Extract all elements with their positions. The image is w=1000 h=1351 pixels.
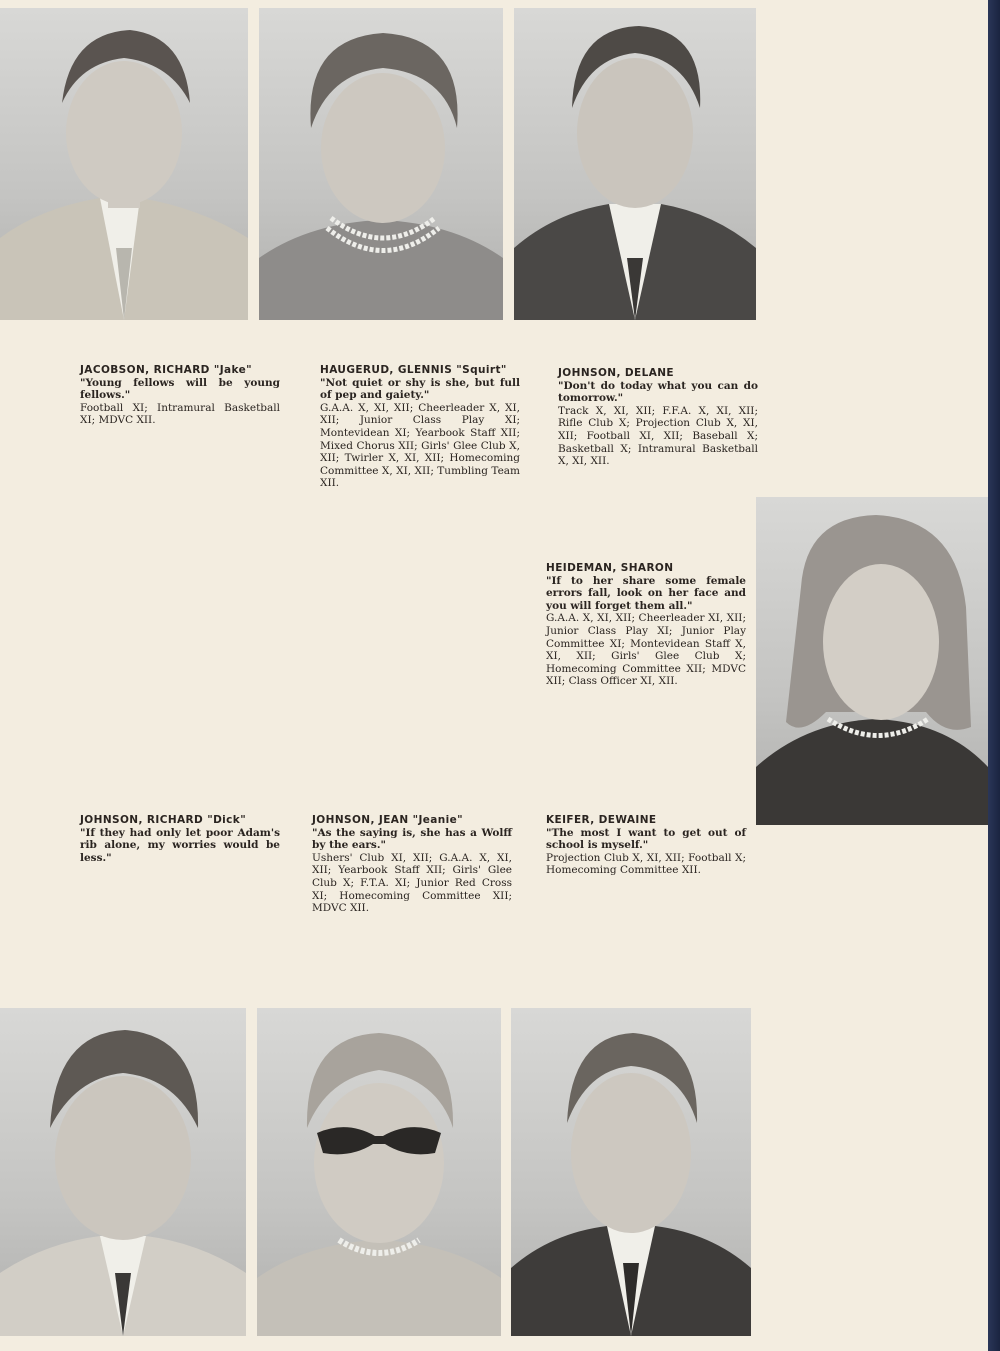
student-name: HEIDEMAN, SHARON <box>546 562 674 574</box>
bio-jean-johnson <box>312 814 512 915</box>
portrait-photo-jean-johnson <box>257 1008 501 1336</box>
bio-keifer <box>546 814 746 877</box>
student-quote: "Not quiet or shy is she, but full of pep and gaiety." <box>320 376 520 402</box>
student-quote: "If to her share some female errors fall, look on her face and you will forget them all." <box>546 574 746 612</box>
portrait-photo-haugerud <box>259 8 503 320</box>
portrait-photo-jacobson <box>0 8 248 320</box>
bio-richard-johnson <box>80 814 280 864</box>
student-quote: "If they had only let poor Adam's rib alone, my worries would be less." <box>80 826 280 864</box>
student-name: JOHNSON, DELANE <box>558 367 674 379</box>
student-name: HAUGERUD, GLENNIS "Squirt" <box>320 364 507 376</box>
bio-delane-johnson <box>558 367 758 468</box>
bio-jacobson <box>80 364 280 427</box>
portrait-photo-delane-johnson <box>514 8 756 320</box>
student-name: JOHNSON, JEAN "Jeanie" <box>312 814 464 826</box>
student-activities: G.A.A. X, XI, XII; Cheerleader X, XI, XII; Junior Class Play XI; Montevidean XI; Yearbook Staff XII; Mixed Chorus XII; Girls' Glee Club X, XII; Twirler X, XI, XII; Homecoming Committee X, XI, XII; Tumbling Team XII. <box>320 401 520 490</box>
portrait-photo-keifer <box>511 1008 751 1336</box>
student-quote: "The most I want to get out of school is myself." <box>546 826 746 852</box>
student-name: JOHNSON, RICHARD "Dick" <box>80 814 247 826</box>
student-activities: Football XI; Intramural Basketball XI; MDVC XII. <box>80 401 280 427</box>
bio-haugerud <box>320 364 520 490</box>
book-spine <box>988 0 1000 1351</box>
student-quote: "As the saying is, she has a Wolff by the ears." <box>312 826 512 852</box>
student-name: JACOBSON, RICHARD "Jake" <box>80 364 253 376</box>
portrait-photo-richard-johnson <box>0 1008 246 1336</box>
student-quote: "Young fellows will be young fellows." <box>80 376 280 402</box>
student-activities: Projection Club X, XI, XII; Football X; Homecoming Committee XII. <box>546 851 746 877</box>
student-activities: Ushers' Club XI, XII; G.A.A. X, XI, XII; Yearbook Staff XII; Girls' Glee Club X; F.T.A. XI; Junior Red Cross XI; Homecoming Committee XII; MDVC XII. <box>312 851 512 915</box>
student-quote: "Don't do today what you can do tomorrow." <box>558 379 758 405</box>
student-name: KEIFER, DEWAINE <box>546 814 657 826</box>
student-activities: Track X, XI, XII; F.F.A. X, XI, XII; Rifle Club X; Projection Club X, XI, XII; Football XI, XII; Baseball X; Basketball X; Intramural Basketball X, XI, XII. <box>558 404 758 468</box>
student-activities: G.A.A. X, XI, XII; Cheerleader XI, XII; Junior Class Play XI; Junior Play Committee XI; Montevidean Staff X, XI, XII; Girls' Glee Club X; Homecoming Committee XII; MDVC XII; Class Officer XI, XII. <box>546 612 746 688</box>
bio-heideman <box>546 562 746 688</box>
portrait-photo-heideman <box>756 497 988 825</box>
